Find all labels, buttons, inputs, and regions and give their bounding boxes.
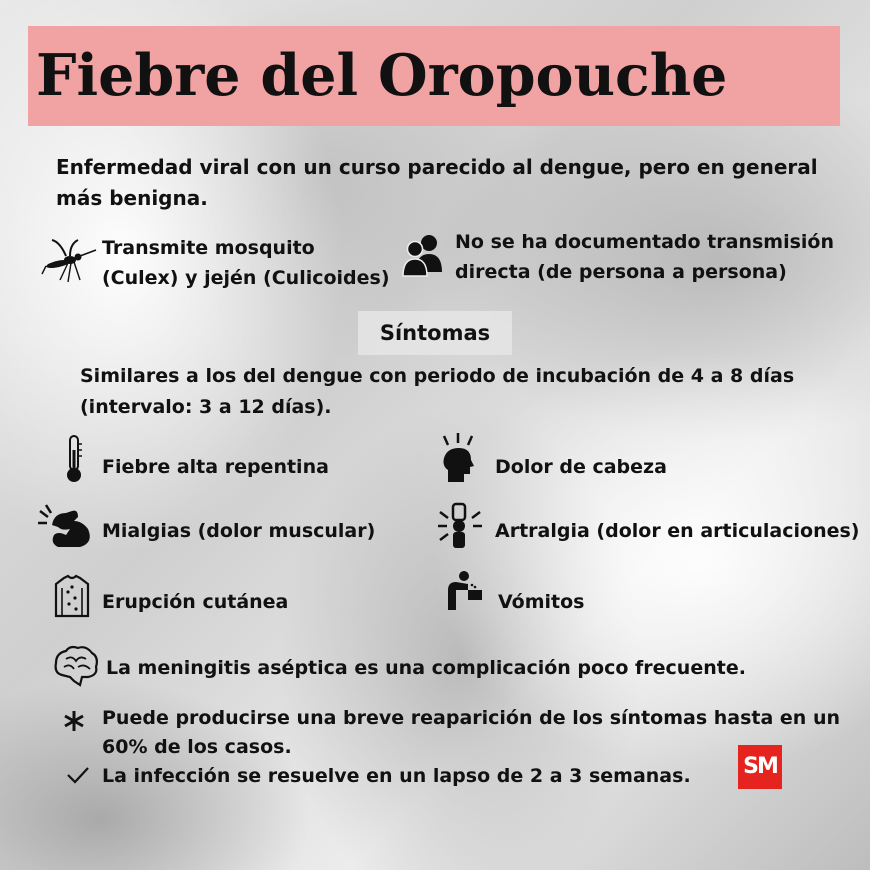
- brain-icon: [52, 645, 100, 687]
- rash-shirt-icon: [52, 574, 92, 618]
- joint-pain-icon: [436, 502, 484, 550]
- symptom-vomiting: Vómitos: [498, 591, 585, 613]
- symptom-rash: Erupción cutánea: [102, 591, 289, 613]
- intro-line-1: Enfermedad viral con un curso parecido al dengue, pero en general: [56, 155, 818, 179]
- symptom-myalgia: Mialgias (dolor muscular): [102, 520, 376, 542]
- symptoms-desc-line-1: Similares a los del dengue con periodo de incubación de 4 a 8 días: [80, 365, 795, 387]
- thermometer-icon: [62, 434, 86, 484]
- meningitis-note: La meningitis aséptica es una complicación poco frecuente.: [106, 657, 746, 679]
- asterisk-icon: [62, 709, 86, 733]
- symptom-headache: Dolor de cabeza: [495, 456, 667, 478]
- mosquito-icon: [40, 236, 100, 286]
- vector-line-2: (Culex) y jején (Culicoides): [102, 267, 390, 289]
- direct-line-1: No se ha documentado transmisión: [455, 231, 834, 253]
- recurrence-note-line-1: Puede producirse una breve reaparición de los síntomas hasta en un: [102, 707, 841, 729]
- intro-line-2: más benigna.: [56, 186, 208, 210]
- resolution-note: La infección se resuelve en un lapso de 2 a 3 semanas.: [102, 765, 691, 787]
- symptoms-desc-line-2: (intervalo: 3 a 12 días).: [80, 396, 332, 418]
- vector-line-1: Transmite mosquito: [102, 237, 315, 259]
- recurrence-note-line-2: 60% de los casos.: [102, 736, 292, 758]
- symptom-arthralgia: Artralgia (dolor en articulaciones): [495, 520, 860, 542]
- people-group-icon: [402, 232, 444, 278]
- headache-icon: [438, 432, 478, 484]
- page-title: Fiebre del Oropouche: [36, 42, 728, 109]
- direct-line-2: directa (de persona a persona): [455, 261, 787, 283]
- brand-logo: SM: [738, 745, 782, 789]
- symptom-fever: Fiebre alta repentina: [102, 456, 329, 478]
- symptoms-heading: Síntomas: [379, 321, 491, 345]
- vomiting-icon: [444, 570, 484, 612]
- checkmark-icon: [66, 765, 90, 785]
- muscle-pain-icon: [36, 503, 94, 549]
